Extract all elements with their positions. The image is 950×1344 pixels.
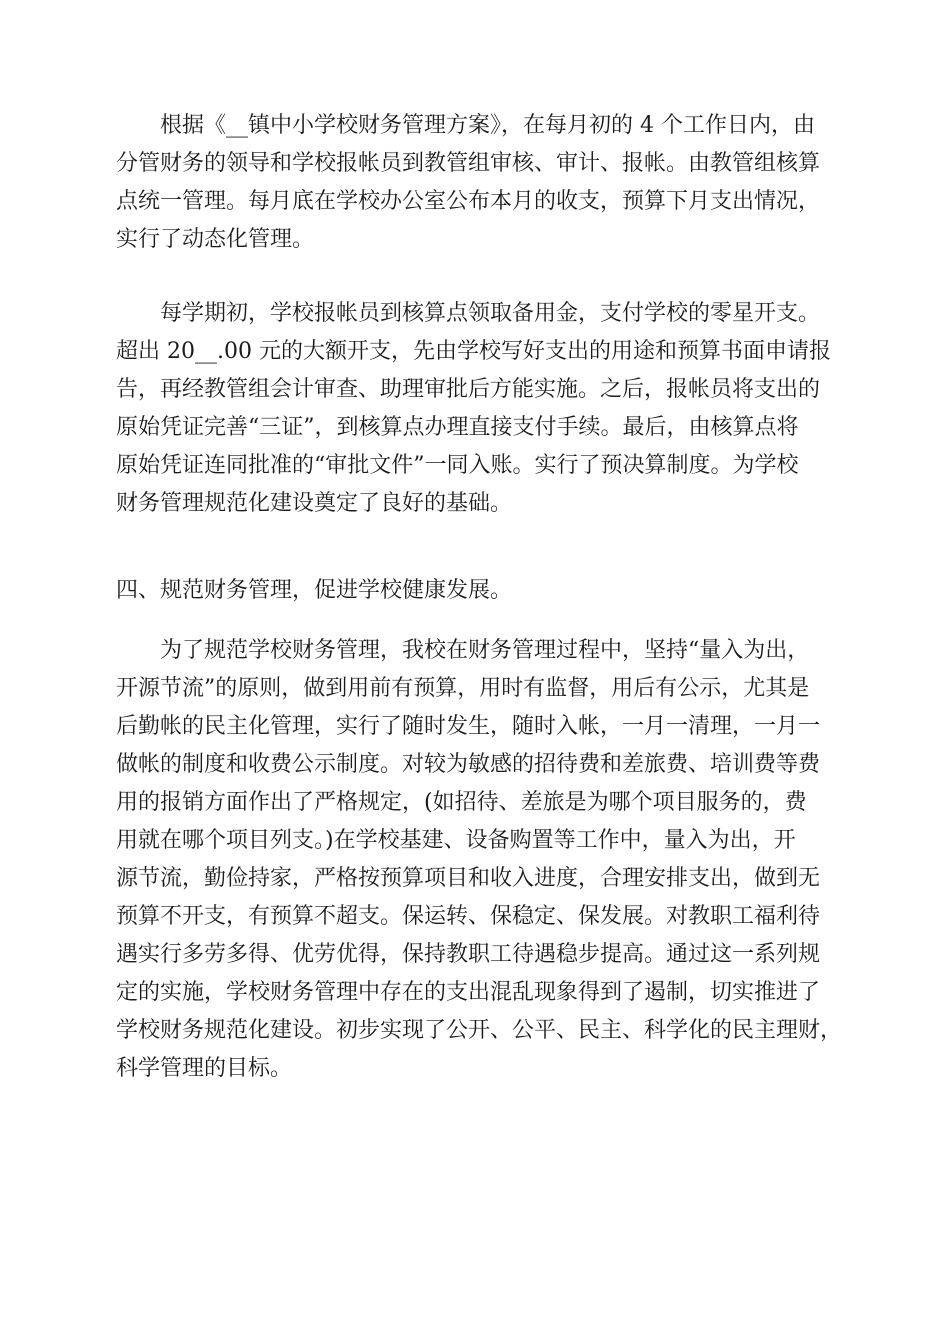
text-line: 用就在哪个项目列支。)在学校基建、设备购置等工作中，量入为出，开 [116, 828, 796, 853]
text-line: 开源节流”的原则，做到用前有预算，用时有监督，用后有公示，尤其是 [116, 676, 810, 701]
text-line: 遇实行多劳多得、优劳优得，保持教职工待遇稳步提高。通过这一系列规 [116, 942, 821, 967]
paragraph-semester-funds [116, 295, 846, 523]
section-heading [116, 572, 846, 610]
text-line: 为了规范学校财务管理，我校在财务管理过程中，坚持“量入为出， [160, 638, 810, 663]
text-line: 后勤帐的民主化管理，实行了随时发生，随时入帐，一月一清理，一月一 [116, 714, 821, 739]
text-line: 每学期初，学校报帐员到核算点领取备用金，支付学校的零星开支。 [160, 301, 821, 326]
text-line: 分管财务的领导和学校报帐员到教管组审核、审计、报帐。由教管组核算 [116, 151, 821, 176]
text-line: 点统一管理。每月底在学校办公室公布本月的收支，预算下月支出情况， [116, 189, 821, 214]
text-line: 学校财务规范化建设。初步实现了公开、公平、民主、科学化的民主理财， [116, 1018, 843, 1043]
paragraph-standardize-finance [116, 632, 846, 1088]
text-line: 超出 20__.00 元的大额开支，先由学校写好支出的用途和预算书面申请报 [116, 339, 831, 364]
text-line: 定的实施，学校财务管理中存在的支出混乱现象得到了遏制，切实推进了 [116, 980, 821, 1005]
section-title: 四、规范财务管理，促进学校健康发展。 [116, 578, 513, 603]
text-line: 根据《__镇中小学校财务管理方案》，在每月初的 4 个工作日内，由 [160, 113, 815, 138]
text-line: 源节流，勤俭持家，严格按预算项目和收入进度，合理安排支出，做到无 [116, 866, 821, 891]
text-line: 科学管理的目标。 [116, 1056, 293, 1081]
text-line: 做帐的制度和收费公示制度。对较为敏感的招待费和差旅费、培训费等费 [116, 752, 821, 777]
text-line: 告，再经教管组会计审查、助理审批后方能实施。之后，报帐员将支出的 [116, 377, 821, 402]
text-line: 预算不开支，有预算不超支。保运转、保稳定、保发展。对教职工福利待 [116, 904, 821, 929]
paragraph-monthly-audit [116, 107, 846, 259]
text-line: 用的报销方面作出了严格规定，(如招待、差旅是为哪个项目服务的，费 [116, 790, 807, 815]
text-line: 原始凭证完善“三证”，到核算点办理直接支付手续。最后，由核算点将 [116, 415, 799, 440]
text-line: 原始凭证连同批准的“审批文件”一同入账。实行了预决算制度。为学校 [116, 453, 799, 478]
text-line: 实行了动态化管理。 [116, 227, 315, 252]
text-line: 财务管理规范化建设奠定了良好的基础。 [116, 491, 513, 516]
